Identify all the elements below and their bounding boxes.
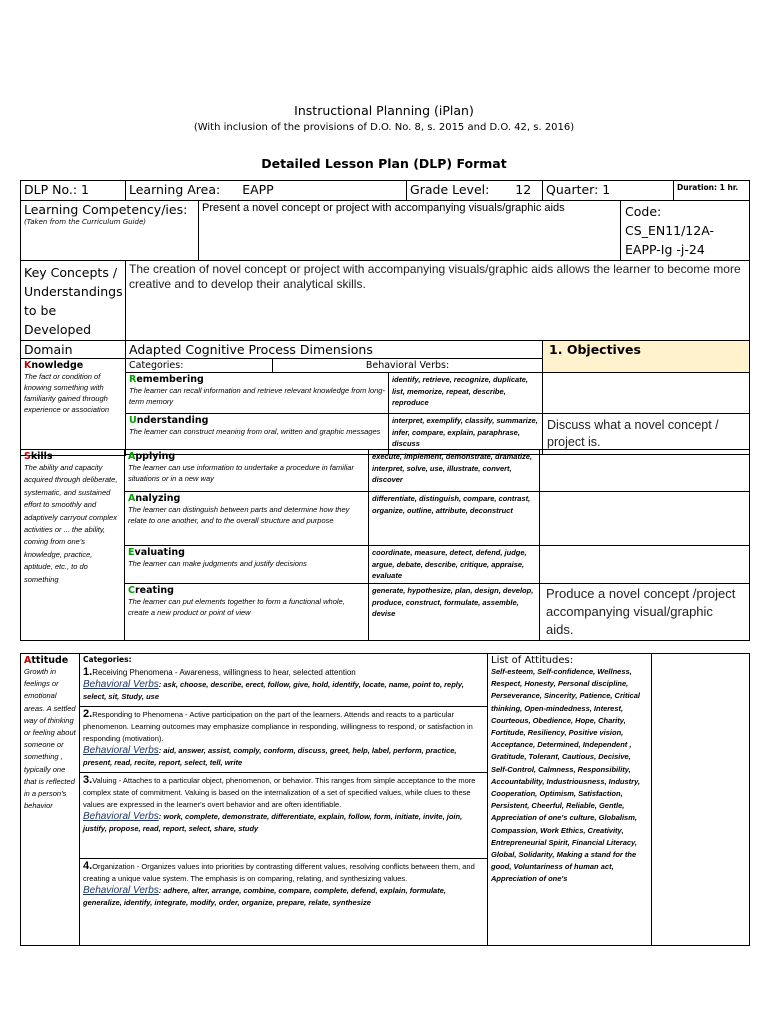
categories-header: Categories: [126,359,273,373]
attitude-title: Attitude [24,655,69,666]
domain-header: Domain [21,341,126,359]
analyzing-verbs: differentiate, distinguish, compare, contrast, organize, outline, attribute, deconstruct [369,492,540,546]
learning-area-value: EAPP [242,182,274,197]
evaluating-title: Evaluating [128,547,185,558]
skills-table [20,449,750,641]
objectives-header: 1. Objectives [543,341,750,373]
attitude-cell [21,654,80,946]
understanding-title: Understanding [129,415,209,426]
analyzing-cell [125,492,369,546]
remembering-verbs: identify, retrieve, recognize, duplicate, list, memorize, repeat, describe, reproduce [391,375,528,407]
skills-desc: The ability and capacity acquired through deliberate, systematic, and sustained effort to smoothly and adaptively carryout complex activities or ... the ability, coming from one's knowledge, practice, aptitude, etc., to do something [24,463,118,584]
attitude-item-4: 4.Organization - Organizes values into priorities by contrasting different values, resolving conflicts between them, and creating a unique value system. The emphasis is on comparing, relating, and synthesizing values. Behavioral Verbs: adhere, alter, arrange, combine, compare, complete, defend, explain, formulate, generalize, identify, integrate, modify, order, organize, prepare, relate, synthesize [83,860,475,907]
page-subtitle: (With inclusion of the provisions of D.O. No. 8, s. 2015 and D.O. 42, s. 2016) [193,122,575,133]
remembering-row [126,373,543,414]
attitudes-list-cell [488,654,652,946]
code-label: Code: [625,204,662,219]
attitude-objective [652,654,750,946]
knowledge-cell [21,359,126,456]
learning-area [126,181,407,201]
knowledge-title: Knowledge [24,360,84,371]
remembering-title: Remembering [129,374,204,385]
competency-text: Present a novel concept or project with accompanying visuals/graphic aids [199,201,621,261]
attitude-item-2: 2.Responding to Phenomena - Active participation on the part of the learners. Attends and reacts to a particular phenomenon. Learning outcomes may emphasize compliance in responding, willingness to respond, or satisfaction in responding (motivation). Behavioral Verbs: aid, answer, assist, comply, conform, discuss, greet, help, label, perform, practice, present, read, recite, report, select, tell, write [80,707,487,773]
grade-level-label: Grade Level: [410,182,490,197]
dlp-title: Detailed Lesson Plan (DLP) Format [261,156,507,171]
creating-cell [125,584,369,641]
skills-cell [21,450,125,641]
duration: Duration: 1 hr. [674,181,750,201]
attitude-item-1: 1.Receiving Phenomena - Awareness, willingness to hear, selected attention Behavioral Verbs: ask, choose, describe, erect, follow, give, hold, identify, locate, name, point to, reply, select, sit, Study, use [80,665,487,707]
evaluating-desc: The learner can make judgments and justify decisions [128,559,307,568]
creating-desc: The learner can put elements together to form a functional whole, create a new product or point of view [128,597,345,617]
attitudes-list: Self-esteem, Self-confidence, Wellness, Respect, Honesty, Personal discipline, Perseverance, Sincerity, Patience, Critical thinking, Open-mindedness, Interest, Courteous, Obedience, Hope, Charity, Fortitude, Resiliency, Positive vision, Acceptance, Determined, Independent , Gratitude, Tolerant, Cautious, Decisive, Self-Control, Calmness, Responsibility, Accountability, Industriousness, Industry, Cooperation, Optimism, Satisfaction, Persistent, Cheerful, Reliable, Gentle, Appreciation of one's culture, Globalism, Compassion, Work Ethics, Creativity, Entrepreneurial Spirit, Financial Literacy, Global, Solidarity, Making a stand for the good, Voluntariness of human act, Appreciation of one's [491,667,641,884]
remembering-cell [126,373,388,413]
attitude-item-3: 3.Valuing - Attaches to a particular object, phenomenon, or behavior. This ranges from simple acceptance to the more complex state of commitment. Valuing is based on the internalization of a set of specified values, while clues to these values are expressed in the learner's overt behavior and are often identifiable. Behavioral Verbs: work, complete, demonstrate, differentiate, explain, follow, form, initiate, invite, join, justify, propose, read, report, select, share, study [80,773,487,859]
objective-blank [543,373,750,414]
quarter: Quarter: 1 [543,181,674,201]
knowledge-desc: The fact or condition of knowing something with familiarity gained through experience or association [24,372,110,414]
creating-title: Creating [128,585,174,596]
attitude-categories [80,654,488,946]
attitude-desc: Growth in feelings or emotional areas. A settled way of thinking or feeling about someone or something , typically one that is reflected in a person's behavior [24,667,76,811]
code-value: CS_EN11/12A-EAPP-Ig -j-24 [625,223,715,257]
creating-verbs: generate, hypothesize, plan, design, develop, produce, construct, formulate, assemble, devise [369,584,540,641]
attitude-categories-label: Categories: [83,655,132,664]
analyzing-objective [540,492,750,546]
understanding-verbs: interpret, exemplify, classify, summarize, infer, compare, explain, paraphrase, discuss [391,416,538,448]
applying-verbs: execute, implement, demonstrate, dramatize, interpret, solve, use, illustrate, convert, discover [369,450,540,492]
grade-level-value: 12 [515,182,532,197]
attitude-table [20,653,750,946]
analyzing-desc: The learner can distinguish between parts and determine how they relate to one another, and to the overall structure and purpose [128,505,350,525]
key-concepts-label: Key Concepts / Understandings to be Developed [21,261,126,341]
applying-cell [125,450,369,492]
code-cell [621,201,750,261]
competency-label: Learning Competency/ies: [24,202,188,217]
competency-label-cell [21,201,199,261]
attitudes-list-label: List of Attitudes: [491,655,574,666]
evaluating-cell [125,546,369,584]
competency-note: (Taken from the Curriculum Guide) [24,218,146,226]
skills-objective: Produce a novel concept /project accompanying visual/graphic aids. [540,584,750,641]
applying-title: Applying [128,451,176,462]
learning-area-label: Learning Area: [129,182,221,197]
grade-level [407,181,543,201]
verbs-header: Behavioral Verbs: [273,359,543,373]
applying-objective [540,450,750,492]
evaluating-objective [540,546,750,584]
lesson-plan-table [20,180,750,456]
key-concepts-text: The creation of novel concept or project with accompanying visuals/graphic aids allows the learner to become more creative and to develop their analytical skills. [126,261,750,341]
skills-title: Skills [24,451,53,462]
understanding-desc: The learner can construct meaning from oral, written and graphic messages [129,427,381,436]
analyzing-title: Analyzing [128,493,181,504]
dlp-number: DLP No.: 1 [21,181,126,201]
acpd-header: Adapted Cognitive Process Dimensions [126,341,543,359]
applying-desc: The learner can use information to undertake a procedure in familiar situations or in a new way [128,463,354,483]
understanding-cell [126,414,388,454]
evaluating-verbs: coordinate, measure, detect, defend, judge, argue, debate, describe, critique, appraise, evaluate [369,546,540,584]
page-title: Instructional Planning (iPlan) [294,103,474,118]
remembering-desc: The learner can recall information and retrieve relevant knowledge from long-term memory [129,386,385,406]
knowledge-objective: Discuss what a novel concept / project is. [543,414,750,455]
